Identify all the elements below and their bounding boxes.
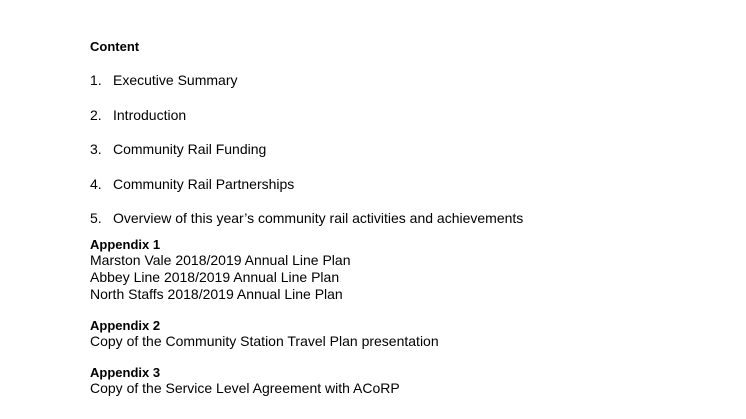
- appendix-title: Appendix 1: [90, 237, 161, 252]
- toc-item-title: Community Rail Partnerships: [113, 175, 295, 192]
- toc-item: [90, 72, 710, 89]
- toc-item-title: Community Rail Funding: [113, 141, 267, 157]
- appendix-title: Appendix 3: [90, 365, 161, 380]
- contents-heading: Content: [90, 39, 140, 54]
- toc-item: [90, 107, 710, 124]
- table-of-contents: [90, 72, 710, 227]
- appendix-title: Appendix 2: [90, 318, 161, 333]
- toc-item-title: Executive Summary: [113, 72, 238, 88]
- toc-item: [90, 210, 710, 227]
- toc-item: [90, 141, 710, 158]
- appendix-line: Copy of the Community Station Travel Plan presentation: [90, 333, 439, 349]
- appendix-line: Copy of the Service Level Agreement with ACoRP: [90, 380, 400, 396]
- toc-item-number: 4.: [90, 175, 102, 192]
- toc-item-number: 2.: [90, 106, 102, 123]
- appendix-3: [90, 366, 710, 397]
- appendix-1: [90, 238, 710, 303]
- appendix-2: [90, 319, 710, 350]
- appendix-line: Abbey Line 2018/2019 Annual Line Plan: [90, 269, 340, 285]
- toc-item-number: 3.: [90, 141, 102, 157]
- appendix-line: North Staffs 2018/2019 Annual Line Plan: [90, 286, 343, 302]
- toc-item-title: Overview of this year’s community rail activities and achievements: [113, 210, 524, 226]
- appendix-line: Marston Vale 2018/2019 Annual Line Plan: [90, 252, 351, 268]
- toc-item: [90, 176, 710, 193]
- document-page: [90, 39, 710, 397]
- toc-item-number: 1.: [90, 72, 102, 88]
- toc-item-number: 5.: [90, 210, 102, 226]
- toc-item-title: Introduction: [113, 106, 187, 123]
